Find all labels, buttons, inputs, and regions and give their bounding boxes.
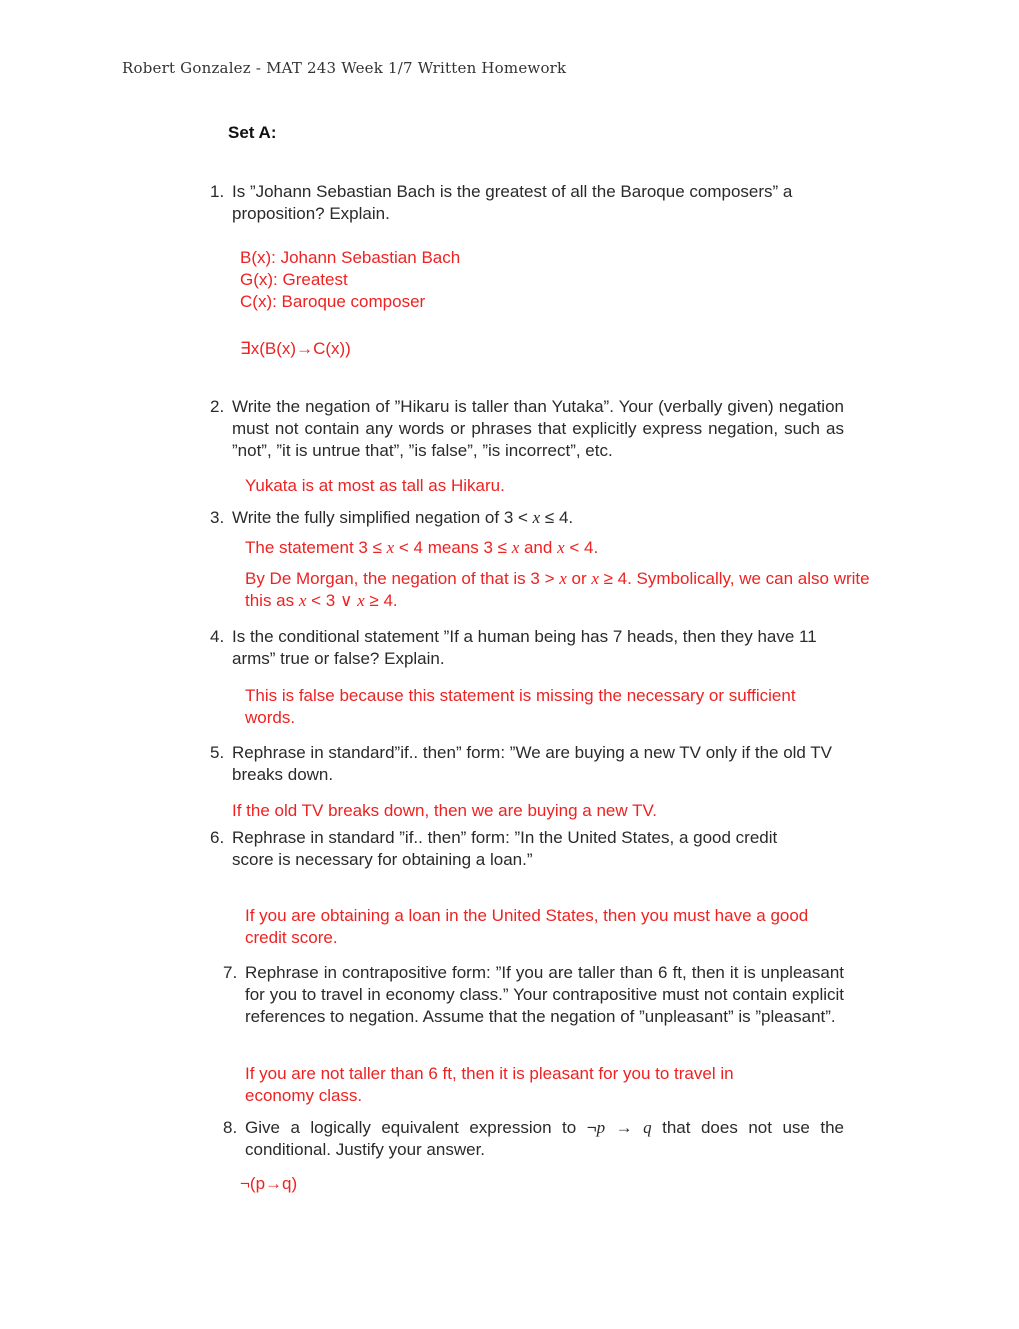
answer-2: Yukata is at most as tall as Hikaru. — [245, 476, 505, 495]
answer-1-formula: ∃x(B(x)→C(x)) — [240, 339, 351, 358]
question-2 — [210, 396, 844, 462]
question-number: 2. — [210, 397, 225, 416]
question-text: Is the conditional statement ”If a human being has 7 heads, then they have 11 arms” true or false? Explain. — [232, 627, 817, 668]
question-number: 3. — [210, 508, 225, 527]
answer-line: G(x): Greatest — [240, 270, 348, 289]
question-text: Give a logically equivalent expression to ¬p → q that does not use the conditional. Justify your answer. — [245, 1118, 844, 1159]
question-number: 8. — [223, 1118, 238, 1137]
question-1 — [210, 181, 844, 225]
answer-5: If the old TV breaks down, then we are buying a new TV. — [232, 801, 657, 820]
answer-6: If you are obtaining a loan in the United States, then you must have a good credit score. — [245, 906, 809, 947]
question-7 — [223, 962, 844, 1028]
question-text: Rephrase in standard”if.. then” form: ”We are buying a new TV only if the old TV breaks down. — [232, 743, 833, 784]
question-number: 1. — [210, 182, 225, 201]
question-text: Rephrase in standard ”if.. then” form: ”In the United States, a good credit score is necessary for obtaining a loan.” — [232, 828, 778, 869]
answer-line: B(x): Johann Sebastian Bach — [240, 248, 461, 267]
document-header: Robert Gonzalez - MAT 243 Week 1/7 Written Homework — [122, 59, 567, 77]
question-text: Write the negation of ”Hikaru is taller than Yutaka”. Your (verbally given) negation must not contain any words or phrases that explicitly express negation, such as ”not”, ”it is untrue that”, ”is false”, ”is incorrect”, etc. — [232, 397, 844, 460]
answer-8: ¬(p→q) — [240, 1174, 298, 1193]
question-5 — [210, 742, 844, 786]
set-title: Set A: — [228, 123, 277, 142]
question-3 — [210, 507, 844, 529]
answer-3-restatement: The statement 3 ≤ x < 4 means 3 ≤ x and x < 4. — [245, 538, 599, 557]
question-6 — [210, 827, 807, 871]
question-number: 5. — [210, 743, 225, 762]
answer-3-negation: By De Morgan, the negation of that is 3 > x or x ≥ 4. Symbolically, we can also write this as x < 3 ∨ x ≥ 4. — [245, 569, 870, 610]
question-text: Rephrase in contrapositive form: ”If you are taller than 6 ft, then it is unpleasant for you to travel in economy class.” Your contrapositive must not contain explicit references to negation. Assume that the negation of ”unpleasant” is ”pleasant”. — [245, 963, 844, 1026]
question-8 — [223, 1117, 844, 1161]
question-number: 7. — [223, 963, 238, 982]
question-number: 4. — [210, 627, 225, 646]
question-text: Is ”Johann Sebastian Bach is the greatest of all the Baroque composers” a proposition? Explain. — [232, 182, 793, 223]
answer-1-definitions — [240, 247, 460, 313]
answer-4: This is false because this statement is missing the necessary or sufficient words. — [245, 686, 796, 727]
answer-7: If you are not taller than 6 ft, then it is pleasant for you to travel in economy class. — [245, 1064, 734, 1105]
question-text: Write the fully simplified negation of 3 < x ≤ 4. — [232, 508, 574, 527]
question-4 — [210, 626, 822, 670]
question-number: 6. — [210, 828, 225, 847]
answer-line: C(x): Baroque composer — [240, 292, 426, 311]
